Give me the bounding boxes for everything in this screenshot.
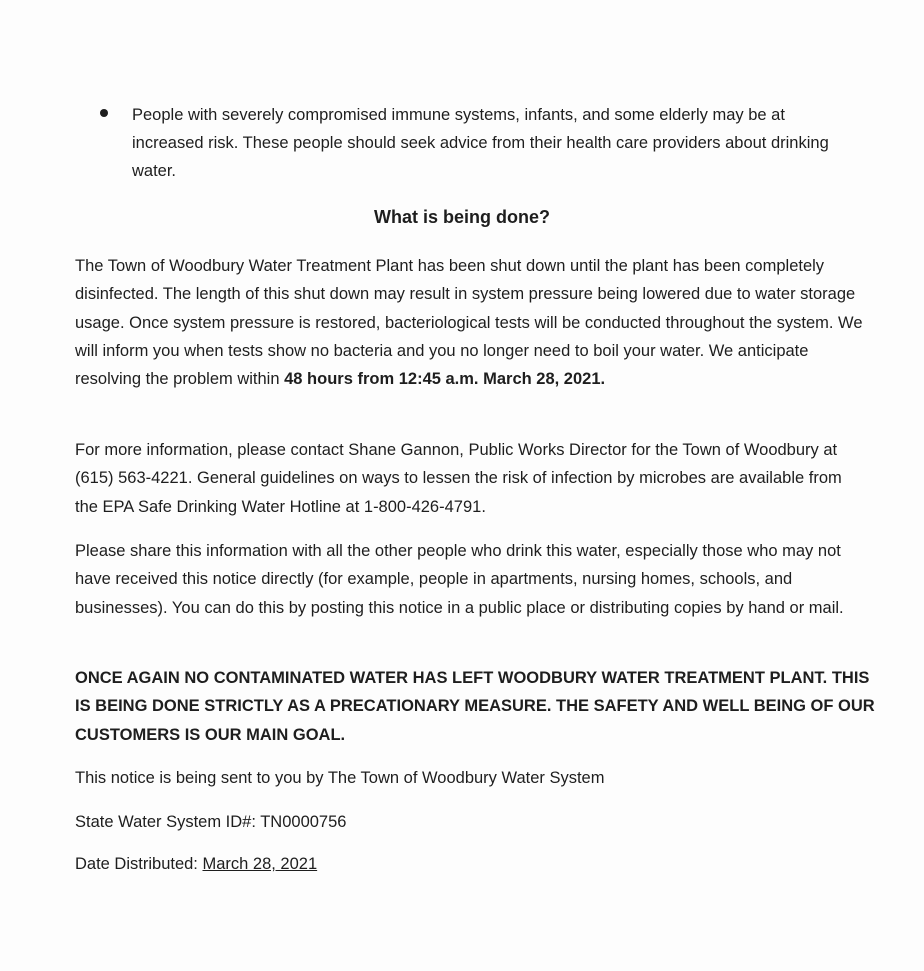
paragraph-contact: For more information, please contact Shane Gannon, Public Works Director for the Town of Woodbury at (615) 563-4221. General guidelines on ways to lessen the risk of infection by microbes are available from the EPA Safe Drinking Water Hotline at 1-800-426-4791. [75,441,842,516]
system-id-line: State Water System ID#: TN0000756 [75,813,347,831]
date-label: Date Distributed: [75,855,203,873]
date-distributed-line [75,850,317,878]
paragraph-actions [75,252,865,393]
risk-bullet-text: People with severely compromised immune systems, infants, and some elderly may be at increased risk. These people should seek advice from their health care providers about drinking water. [132,106,829,180]
paragraph-actions-text: The Town of Woodbury Water Treatment Plant has been shut down until the plant has been completely disinfected. The length of this shut down may result in system pressure being lowered due to water storage usage. Once system pressure is restored, bacteriological tests will be conducted throughout the system. We will inform you when tests show no bacteria and you no longer need to boil your water. We anticipate resolving the problem within [75,257,863,389]
bullet-icon [100,109,108,117]
risk-bullet-item [100,101,840,185]
paragraph-share: Please share this information with all the other people who drink this water, especially those who may not have received this notice directly (for example, people in apartments, nursing homes, schools, and businesses). You can do this by posting this notice in a public place or distributing copies by hand or mail. [75,542,844,617]
paragraph-notice-caps: ONCE AGAIN NO CONTAMINATED WATER HAS LEFT WOODBURY WATER TREATMENT PLANT. THIS IS BEING DONE STRICTLY AS A PRECATIONARY MEASURE. THE SAFETY AND WELL BEING OF OUR CUSTOMERS IS OUR MAIN GOAL. [75,669,875,744]
date-value: March 28, 2021 [202,855,318,873]
sender-line: This notice is being sent to you by The Town of Woodbury Water System [75,769,605,787]
paragraph-actions-bold: 48 hours from 12:45 a.m. March 28, 2021. [284,370,606,389]
section-heading: What is being done? [374,207,550,227]
